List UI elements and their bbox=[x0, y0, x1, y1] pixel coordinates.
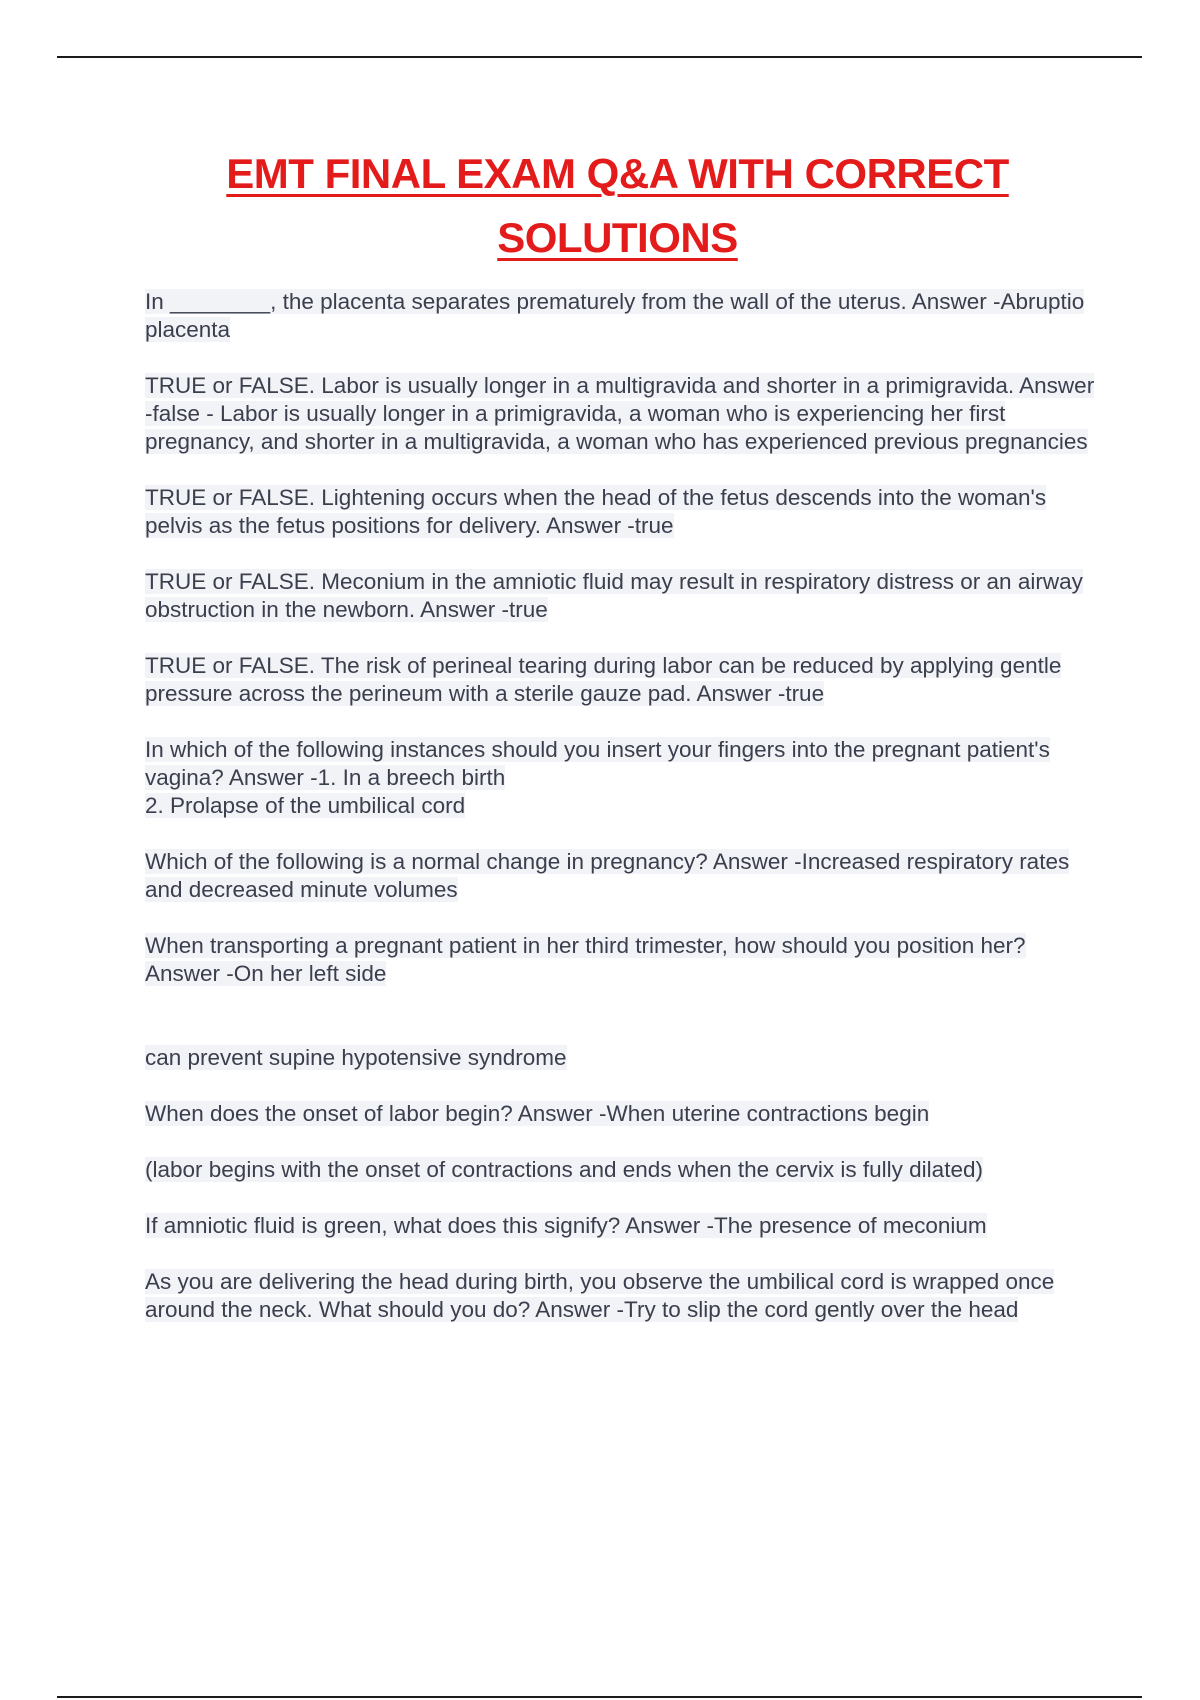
qa-item bbox=[145, 736, 1095, 820]
qa-item bbox=[145, 1044, 1095, 1072]
qa-content bbox=[145, 288, 1095, 1352]
qa-text: Which of the following is a normal change in pregnancy? Answer -Increased respiratory rates and decreased minute volumes bbox=[145, 849, 1070, 902]
qa-text: TRUE or FALSE. Meconium in the amniotic fluid may result in respiratory distress or an airway obstruction in the newborn. Answer -true bbox=[145, 569, 1083, 622]
qa-text: When transporting a pregnant patient in her third trimester, how should you position her? Answer -On her left side bbox=[145, 933, 1026, 986]
qa-text: TRUE or FALSE. Lightening occurs when the head of the fetus descends into the woman's pelvis as the fetus positions for delivery. Answer -true bbox=[145, 485, 1047, 538]
qa-text: As you are delivering the head during birth, you observe the umbilical cord is wrapped once around the neck. What should you do? Answer -Try to slip the cord gently over the head bbox=[145, 1269, 1055, 1322]
qa-text: TRUE or FALSE. Labor is usually longer in a multigravida and shorter in a primigravida. Answer -false - Labor is usually longer in a primigravida, a woman who is experiencing her first pregnancy, and shorter in a multigravida, a woman who has experienced previous pregnancies bbox=[145, 373, 1095, 454]
qa-text: (labor begins with the onset of contractions and ends when the cervix is fully dilated) bbox=[145, 1157, 983, 1182]
qa-item bbox=[145, 484, 1095, 540]
qa-item bbox=[145, 1156, 1095, 1184]
top-rule bbox=[57, 56, 1142, 58]
qa-item bbox=[145, 652, 1095, 708]
qa-text: If amniotic fluid is green, what does this signify? Answer -The presence of meconium bbox=[145, 1213, 987, 1238]
qa-text: In ________, the placenta separates prematurely from the wall of the uterus. Answer -Abruptio placenta bbox=[145, 289, 1085, 342]
qa-text: When does the onset of labor begin? Answer -When uterine contractions begin bbox=[145, 1101, 930, 1126]
qa-item bbox=[145, 288, 1095, 344]
qa-text: can prevent supine hypotensive syndrome bbox=[145, 1045, 567, 1070]
qa-item bbox=[145, 1212, 1095, 1240]
qa-item bbox=[145, 848, 1095, 904]
qa-item bbox=[145, 568, 1095, 624]
qa-item bbox=[145, 1268, 1095, 1324]
bottom-rule bbox=[57, 1696, 1142, 1698]
qa-text: TRUE or FALSE. The risk of perineal tearing during labor can be reduced by applying gentle pressure across the perineum with a sterile gauze pad. Answer -true bbox=[145, 653, 1062, 706]
qa-text: In which of the following instances should you insert your fingers into the pregnant patient's vagina? Answer -1. In a breech birth 2. Prolapse of the umbilical cord bbox=[145, 737, 1050, 818]
qa-item bbox=[145, 372, 1095, 456]
page-title: EMT FINAL EXAM Q&A WITH CORRECT SOLUTIONS bbox=[226, 150, 1009, 261]
qa-item bbox=[145, 1100, 1095, 1128]
qa-item bbox=[145, 932, 1095, 988]
